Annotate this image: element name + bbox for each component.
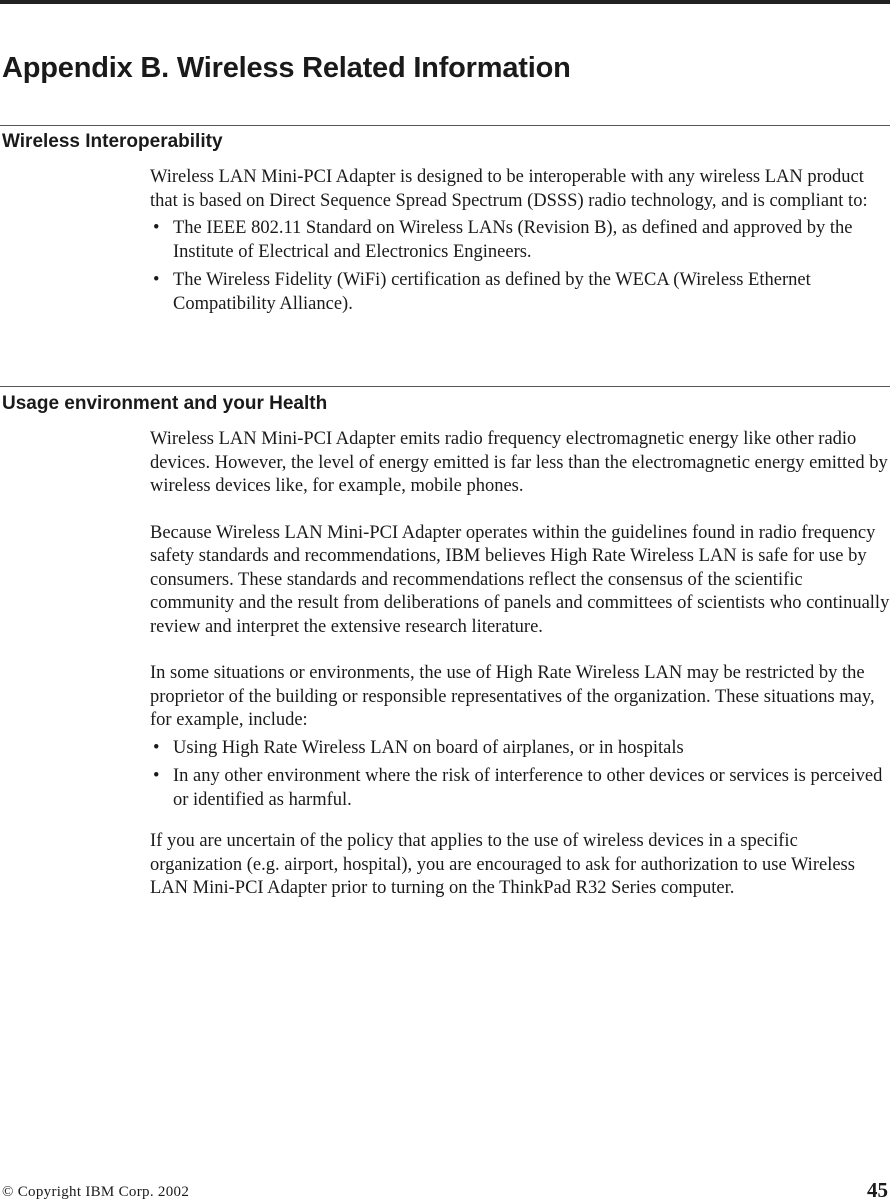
paragraph: In some situations or environments, the use of High Rate Wireless LAN may be restricted by the proprietor of the building or responsible representatives of the organization. These situations may, for example, include: — [150, 663, 875, 730]
section-heading-wireless-interoperability: Wireless Interoperability — [2, 131, 223, 152]
list-item-text: In any other environment where the risk of interference to other devices or services is perceived or identified as harmful. — [173, 766, 883, 810]
list-item-text: The IEEE 802.11 Standard on Wireless LANs (Revision B), as defined and approved by the Institute of Electrical and Electronics Engineers. — [173, 218, 853, 262]
paragraph: Wireless LAN Mini-PCI Adapter is designed to be interoperable with any wireless LAN product that is based on Direct Sequence Spread Spectrum (DSSS) radio technology, and is compliant to: — [150, 167, 868, 211]
paragraph: Wireless LAN Mini-PCI Adapter emits radio frequency electromagnetic energy like other radio devices. However, the level of energy emitted is far less than the electromagnetic energy emitted by wireless devices like, for example, mobile phones. — [150, 429, 888, 496]
top-rule — [0, 0, 890, 4]
bullet-icon: • — [153, 270, 160, 290]
section-body-usage-environment — [150, 428, 890, 901]
page-number: 45 — [867, 1178, 888, 1202]
list-item — [150, 765, 890, 812]
paragraph: Because Wireless LAN Mini-PCI Adapter operates within the guidelines found in radio frequency safety standards and recommendations, IBM believes High Rate Wireless LAN is safe for use by consumers. These standards and recommendations reflect the consensus of the scientific community and the result from deliberations of panels and committees of scientists who continually review and interpret the extensive research literature. — [150, 522, 890, 637]
section-divider — [0, 386, 890, 387]
list-item-text: Using High Rate Wireless LAN on board of airplanes, or in hospitals — [173, 737, 684, 758]
list-item — [150, 217, 890, 264]
list-item — [150, 737, 890, 761]
list-item-text: The Wireless Fidelity (WiFi) certification as defined by the WECA (Wireless Ethernet Compatibility Alliance). — [173, 270, 811, 314]
section-body-wireless-interoperability — [150, 166, 890, 321]
bullet-list — [150, 217, 890, 316]
bullet-icon: • — [153, 737, 160, 758]
bullet-icon: • — [153, 218, 160, 238]
paragraph: If you are uncertain of the policy that applies to the use of wireless devices in a specific organization (e.g. airport, hospital), you are encouraged to ask for authorization to use Wireless LAN Mini-PCI Adapter prior to turning on the ThinkPad R32 Series computer. — [150, 831, 855, 898]
section-heading-usage-environment: Usage environment and your Health — [2, 393, 328, 414]
list-item — [150, 269, 890, 316]
page-title: Appendix B. Wireless Related Information — [2, 52, 571, 84]
bullet-icon: • — [153, 766, 160, 786]
footer-copyright: © Copyright IBM Corp. 2002 — [2, 1184, 190, 1200]
bullet-list — [150, 737, 890, 813]
section-divider — [0, 125, 890, 126]
